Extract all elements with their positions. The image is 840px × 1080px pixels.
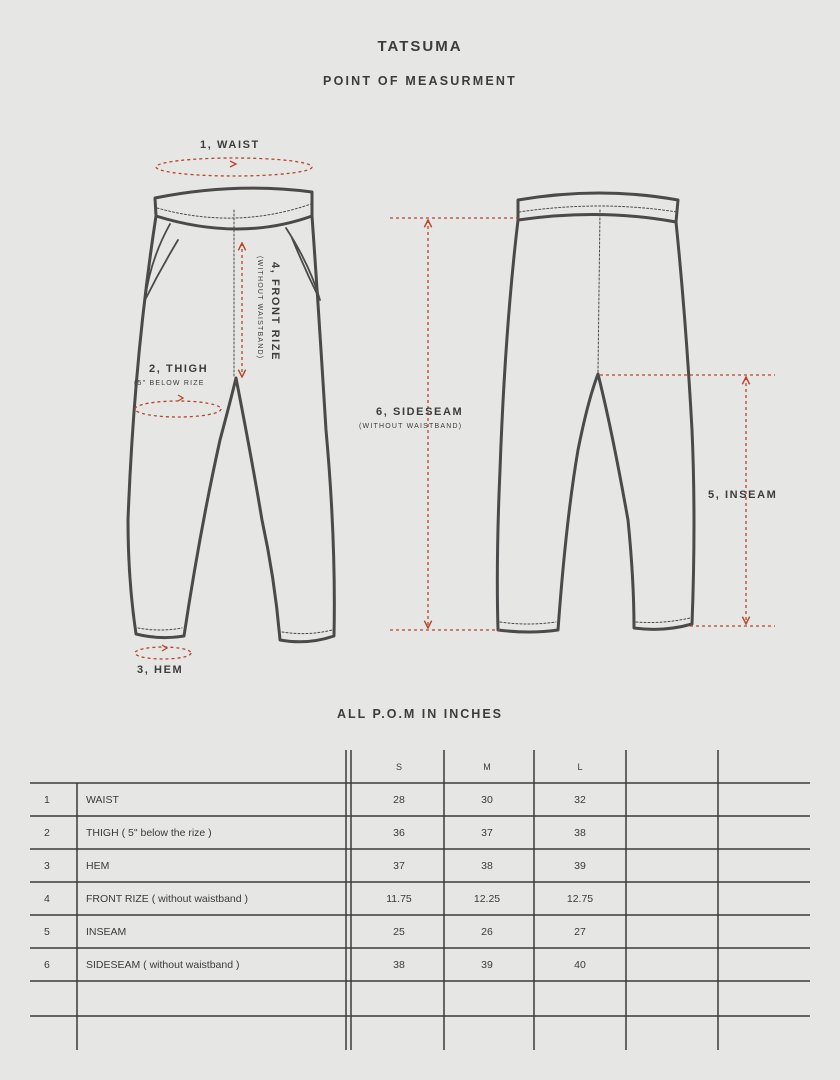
sideseam-label: 6, SIDESEAM	[376, 406, 464, 418]
value-l: 40	[574, 959, 586, 971]
value-m: 39	[481, 959, 493, 971]
thigh-measure-ellipse	[135, 401, 221, 417]
thigh-label: 2, THIGH	[149, 363, 209, 375]
waist-measure-ellipse	[156, 158, 312, 176]
front-pants-drawing	[128, 188, 334, 642]
hem-measure-ellipse	[135, 647, 191, 659]
value-s: 11.75	[386, 893, 412, 905]
front-legs-outline	[128, 216, 334, 642]
value-m: 12.25	[473, 893, 501, 905]
thigh-arrow-icon	[178, 395, 183, 401]
row-number: 4	[44, 893, 50, 905]
value-s: 38	[393, 959, 405, 971]
value-l: 39	[574, 860, 586, 872]
value-l: 12.75	[566, 893, 594, 905]
row-number: 3	[44, 860, 50, 872]
value-l: 38	[574, 827, 586, 839]
row-number: 6	[44, 959, 50, 971]
inseam-label: 5, INSEAM	[708, 489, 778, 501]
value-s: 37	[393, 860, 405, 872]
row-number: 2	[44, 827, 50, 839]
back-pants-drawing	[497, 193, 694, 632]
value-s: 25	[393, 926, 405, 938]
front-rize-note: (WITHOUT WAISTBAND)	[256, 256, 263, 360]
value-m: 38	[481, 860, 493, 872]
row-number: 5	[44, 926, 50, 938]
row-name: WAIST	[86, 794, 119, 806]
value-m: 26	[481, 926, 493, 938]
hem-label: 3, HEM	[137, 664, 184, 676]
row-name: HEM	[86, 860, 110, 872]
row-name: FRONT RIZE ( without waistband )	[86, 893, 249, 905]
value-l: 27	[574, 926, 586, 938]
size-header-l: L	[577, 762, 583, 772]
size-header-s: S	[395, 762, 402, 772]
size-header-m: M	[483, 762, 491, 772]
waist-arrow-icon	[230, 161, 236, 167]
row-name: SIDESEAM ( without waistband )	[86, 959, 240, 971]
back-legs-outline	[497, 220, 694, 632]
value-m: 30	[481, 794, 493, 806]
row-number: 1	[44, 794, 50, 806]
brand-title: TATSUMA	[377, 38, 463, 55]
row-name: INSEAM	[86, 926, 127, 938]
front-rize-label: 4, FRONT RIZE	[269, 262, 281, 362]
value-s: 28	[393, 794, 405, 806]
value-l: 32	[574, 794, 586, 806]
waist-label: 1, WAIST	[200, 139, 260, 151]
sideseam-note: (WITHOUT WAISTBAND)	[359, 423, 463, 430]
value-s: 36	[393, 827, 405, 839]
back-waistband	[518, 193, 678, 222]
hem-arrow-icon	[162, 645, 167, 651]
units-note: ALL P.O.M IN INCHES	[336, 707, 504, 721]
value-m: 37	[481, 827, 493, 839]
row-name: THIGH ( 5" below the rize )	[86, 827, 212, 839]
thigh-note: (5" BELOW RIZE	[134, 380, 205, 387]
diagram-subtitle: POINT OF MEASURMENT	[323, 74, 517, 88]
